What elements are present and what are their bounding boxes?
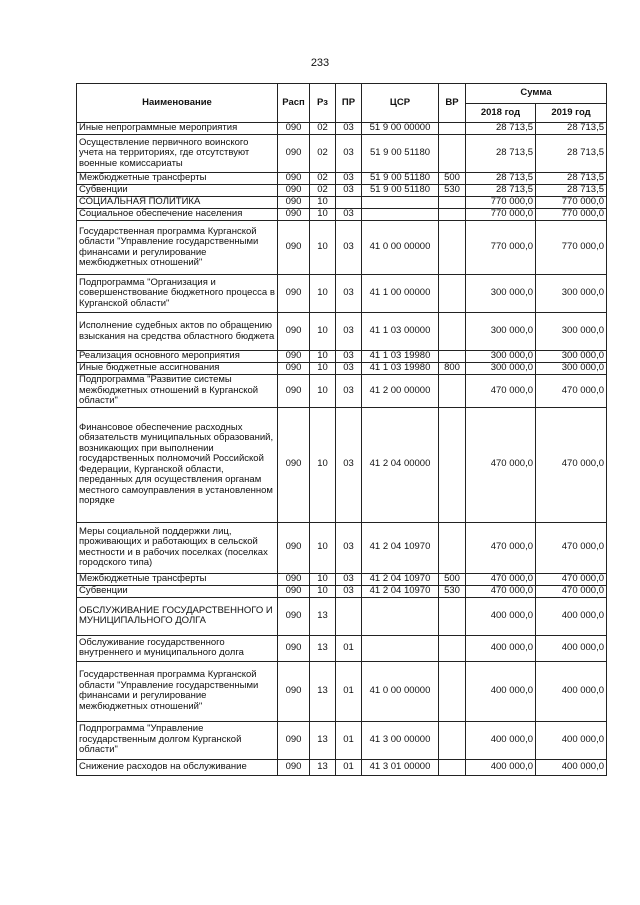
- row-vr: 500: [439, 173, 466, 185]
- table-row: [77, 522, 607, 573]
- row-pr: 01: [336, 635, 362, 661]
- table-row: [77, 135, 607, 173]
- row-rasp: 090: [278, 375, 310, 408]
- row-sum-2018: 400 000,0: [466, 635, 536, 661]
- row-vr: [439, 351, 466, 363]
- header-sum: Сумма: [466, 84, 607, 104]
- row-sum-2018: 300 000,0: [466, 351, 536, 363]
- row-pr: 01: [336, 721, 362, 759]
- row-pr: 03: [336, 375, 362, 408]
- row-rasp: 090: [278, 363, 310, 375]
- row-sum-2018: 770 000,0: [466, 221, 536, 275]
- row-name: ОБСЛУЖИВАНИЕ ГОСУДАРСТВЕННОГО И МУНИЦИПАЛЬНОГО ДОЛГА: [77, 597, 278, 635]
- row-csr: 41 0 00 00000: [362, 221, 439, 275]
- row-name: Межбюджетные трансферты: [77, 573, 278, 585]
- row-pr: 03: [336, 313, 362, 351]
- row-vr: [439, 275, 466, 313]
- row-rz: 13: [310, 721, 336, 759]
- row-csr: 41 3 00 00000: [362, 721, 439, 759]
- row-csr: 41 3 01 00000: [362, 759, 439, 775]
- row-rz: 02: [310, 173, 336, 185]
- row-rz: 13: [310, 635, 336, 661]
- row-rz: 10: [310, 375, 336, 408]
- row-csr: [362, 209, 439, 221]
- row-sum-2018: 470 000,0: [466, 585, 536, 597]
- row-csr: 51 9 00 00000: [362, 123, 439, 135]
- row-vr: 800: [439, 363, 466, 375]
- row-pr: [336, 197, 362, 209]
- row-csr: [362, 597, 439, 635]
- table-body: [77, 123, 607, 776]
- table-row: [77, 375, 607, 408]
- row-vr: [439, 522, 466, 573]
- row-rasp: 090: [278, 351, 310, 363]
- row-name: Подпрограмма "Управление государственным долгом Курганской области": [77, 721, 278, 759]
- table-row: [77, 635, 607, 661]
- row-sum-2018: 400 000,0: [466, 597, 536, 635]
- row-pr: 03: [336, 275, 362, 313]
- row-pr: 01: [336, 759, 362, 775]
- row-vr: [439, 197, 466, 209]
- row-name: Социальное обеспечение населения: [77, 209, 278, 221]
- row-rz: 10: [310, 197, 336, 209]
- row-pr: 03: [336, 185, 362, 197]
- table-row: [77, 597, 607, 635]
- row-sum-2019: 470 000,0: [536, 585, 607, 597]
- row-sum-2018: 28 713,5: [466, 185, 536, 197]
- row-rasp: 090: [278, 275, 310, 313]
- row-csr: 51 9 00 51180: [362, 135, 439, 173]
- row-rasp: 090: [278, 661, 310, 721]
- row-vr: [439, 759, 466, 775]
- row-pr: [336, 597, 362, 635]
- row-vr: [439, 597, 466, 635]
- row-rasp: 090: [278, 135, 310, 173]
- table-row: [77, 351, 607, 363]
- row-name: Осуществление первичного воинского учета на территориях, где отсутствуют военные комиссариаты: [77, 135, 278, 173]
- row-csr: 41 1 03 19980: [362, 351, 439, 363]
- table-row: [77, 661, 607, 721]
- row-sum-2019: 400 000,0: [536, 721, 607, 759]
- row-csr: 41 1 00 00000: [362, 275, 439, 313]
- row-csr: [362, 197, 439, 209]
- row-pr: 03: [336, 221, 362, 275]
- header-pr: ПР: [336, 84, 362, 123]
- row-rasp: 090: [278, 185, 310, 197]
- row-name: Реализация основного мероприятия: [77, 351, 278, 363]
- row-pr: 03: [336, 573, 362, 585]
- row-sum-2019: 400 000,0: [536, 635, 607, 661]
- table-row: [77, 221, 607, 275]
- row-vr: [439, 313, 466, 351]
- row-name: Межбюджетные трансферты: [77, 173, 278, 185]
- row-rasp: 090: [278, 407, 310, 522]
- row-csr: 41 0 00 00000: [362, 661, 439, 721]
- row-name: Иные непрограммные мероприятия: [77, 123, 278, 135]
- row-sum-2019: 400 000,0: [536, 661, 607, 721]
- row-rz: 10: [310, 573, 336, 585]
- row-csr: 41 2 04 00000: [362, 407, 439, 522]
- row-sum-2018: 400 000,0: [466, 759, 536, 775]
- row-pr: 03: [336, 173, 362, 185]
- row-rz: 10: [310, 522, 336, 573]
- row-rz: 13: [310, 661, 336, 721]
- row-sum-2018: 28 713,5: [466, 135, 536, 173]
- table-row: [77, 407, 607, 522]
- table-row: [77, 185, 607, 197]
- table-row: [77, 363, 607, 375]
- row-name: СОЦИАЛЬНАЯ ПОЛИТИКА: [77, 197, 278, 209]
- table-row: [77, 759, 607, 775]
- row-rz: 10: [310, 275, 336, 313]
- row-rasp: 090: [278, 585, 310, 597]
- row-sum-2018: 300 000,0: [466, 313, 536, 351]
- row-name: Субвенции: [77, 585, 278, 597]
- row-rz: 13: [310, 759, 336, 775]
- row-sum-2019: 300 000,0: [536, 351, 607, 363]
- row-vr: [439, 135, 466, 173]
- row-sum-2019: 400 000,0: [536, 597, 607, 635]
- row-name: Подпрограмма "Развитие системы межбюджетных отношений в Курганской области": [77, 375, 278, 408]
- table-row: [77, 275, 607, 313]
- row-name: Подпрограмма "Организация и совершенствование бюджетного процесса в Курганской области": [77, 275, 278, 313]
- row-sum-2018: 470 000,0: [466, 407, 536, 522]
- row-vr: [439, 407, 466, 522]
- row-sum-2019: 770 000,0: [536, 221, 607, 275]
- row-rasp: 090: [278, 197, 310, 209]
- header-rasp: Расп: [278, 84, 310, 123]
- row-name: Снижение расходов на обслуживание: [77, 759, 278, 775]
- row-sum-2019: 470 000,0: [536, 522, 607, 573]
- row-vr: [439, 375, 466, 408]
- table-row: [77, 209, 607, 221]
- row-sum-2018: 470 000,0: [466, 375, 536, 408]
- row-rz: 02: [310, 123, 336, 135]
- row-vr: [439, 635, 466, 661]
- row-sum-2019: 300 000,0: [536, 363, 607, 375]
- row-rasp: 090: [278, 173, 310, 185]
- row-sum-2019: 770 000,0: [536, 197, 607, 209]
- row-sum-2018: 300 000,0: [466, 275, 536, 313]
- row-pr: 03: [336, 135, 362, 173]
- row-csr: 41 1 03 00000: [362, 313, 439, 351]
- row-sum-2018: 400 000,0: [466, 721, 536, 759]
- row-rasp: 090: [278, 313, 310, 351]
- row-sum-2018: 28 713,5: [466, 123, 536, 135]
- table-row: [77, 573, 607, 585]
- row-name: Субвенции: [77, 185, 278, 197]
- row-rasp: 090: [278, 573, 310, 585]
- table-row: [77, 173, 607, 185]
- row-sum-2019: 470 000,0: [536, 407, 607, 522]
- table-row: [77, 313, 607, 351]
- row-csr: [362, 635, 439, 661]
- row-sum-2019: 470 000,0: [536, 573, 607, 585]
- row-pr: 03: [336, 351, 362, 363]
- row-csr: 41 2 04 10970: [362, 522, 439, 573]
- table-row: [77, 123, 607, 135]
- row-rz: 10: [310, 407, 336, 522]
- row-rz: 10: [310, 351, 336, 363]
- row-rz: 02: [310, 135, 336, 173]
- row-name: Исполнение судебных актов по обращению взыскания на средства областного бюджета: [77, 313, 278, 351]
- row-name: Государственная программа Курганской области "Управление государственными финансами и регулирование межбюджетных отношений": [77, 221, 278, 275]
- row-sum-2018: 28 713,5: [466, 173, 536, 185]
- row-name: Иные бюджетные ассигнования: [77, 363, 278, 375]
- row-name: Меры социальной поддержки лиц, проживающих и работающих в сельской местности и в рабочих поселках (поселках городского типа): [77, 522, 278, 573]
- row-vr: 530: [439, 585, 466, 597]
- header-rz: Рз: [310, 84, 336, 123]
- row-pr: 03: [336, 123, 362, 135]
- row-pr: 03: [336, 407, 362, 522]
- row-sum-2018: 300 000,0: [466, 363, 536, 375]
- table-row: [77, 721, 607, 759]
- row-name: Государственная программа Курганской области "Управление государственными финансами и регулирование межбюджетных отношений": [77, 661, 278, 721]
- row-vr: 500: [439, 573, 466, 585]
- row-rasp: 090: [278, 635, 310, 661]
- row-pr: 03: [336, 522, 362, 573]
- row-sum-2019: 400 000,0: [536, 759, 607, 775]
- row-rasp: 090: [278, 759, 310, 775]
- page-number: 233: [310, 57, 330, 69]
- header-2019: 2019 год: [536, 104, 607, 123]
- budget-table: [76, 83, 607, 776]
- row-vr: 530: [439, 185, 466, 197]
- row-vr: [439, 123, 466, 135]
- header-name: Наименование: [77, 84, 278, 123]
- row-pr: 01: [336, 661, 362, 721]
- row-rasp: 090: [278, 522, 310, 573]
- row-csr: 51 9 00 51180: [362, 185, 439, 197]
- row-csr: 41 1 03 19980: [362, 363, 439, 375]
- row-csr: 41 2 04 10970: [362, 585, 439, 597]
- row-rasp: 090: [278, 597, 310, 635]
- row-pr: 03: [336, 363, 362, 375]
- row-sum-2018: 400 000,0: [466, 661, 536, 721]
- header-2018: 2018 год: [466, 104, 536, 123]
- row-rz: 10: [310, 209, 336, 221]
- row-sum-2019: 770 000,0: [536, 209, 607, 221]
- row-pr: 03: [336, 585, 362, 597]
- row-rasp: 090: [278, 721, 310, 759]
- row-rz: 10: [310, 221, 336, 275]
- row-name: Финансовое обеспечение расходных обязательств муниципальных образований, возникающих при выполнении государственных полномочий Российской Федерации, Курганской области, переданных для осуществления органам местного самоуправления в установленном порядке: [77, 407, 278, 522]
- row-rasp: 090: [278, 123, 310, 135]
- row-rz: 10: [310, 585, 336, 597]
- row-csr: 41 2 04 10970: [362, 573, 439, 585]
- table-row: [77, 585, 607, 597]
- row-vr: [439, 721, 466, 759]
- row-sum-2019: 300 000,0: [536, 313, 607, 351]
- row-rasp: 090: [278, 209, 310, 221]
- row-sum-2018: 470 000,0: [466, 573, 536, 585]
- row-sum-2019: 470 000,0: [536, 375, 607, 408]
- row-vr: [439, 209, 466, 221]
- row-rasp: 090: [278, 221, 310, 275]
- row-csr: 51 9 00 51180: [362, 173, 439, 185]
- row-csr: 41 2 00 00000: [362, 375, 439, 408]
- row-sum-2019: 28 713,5: [536, 185, 607, 197]
- row-vr: [439, 661, 466, 721]
- row-name: Обслуживание государственного внутреннего и муниципального долга: [77, 635, 278, 661]
- row-rz: 10: [310, 363, 336, 375]
- row-sum-2018: 470 000,0: [466, 522, 536, 573]
- row-sum-2018: 770 000,0: [466, 197, 536, 209]
- row-sum-2019: 28 713,5: [536, 173, 607, 185]
- header-vr: ВР: [439, 84, 466, 123]
- row-sum-2019: 28 713,5: [536, 123, 607, 135]
- row-rz: 02: [310, 185, 336, 197]
- row-rz: 13: [310, 597, 336, 635]
- row-sum-2019: 300 000,0: [536, 275, 607, 313]
- row-rz: 10: [310, 313, 336, 351]
- row-vr: [439, 221, 466, 275]
- header-csr: ЦСР: [362, 84, 439, 123]
- row-sum-2019: 28 713,5: [536, 135, 607, 173]
- row-sum-2018: 770 000,0: [466, 209, 536, 221]
- row-pr: 03: [336, 209, 362, 221]
- table-row: [77, 197, 607, 209]
